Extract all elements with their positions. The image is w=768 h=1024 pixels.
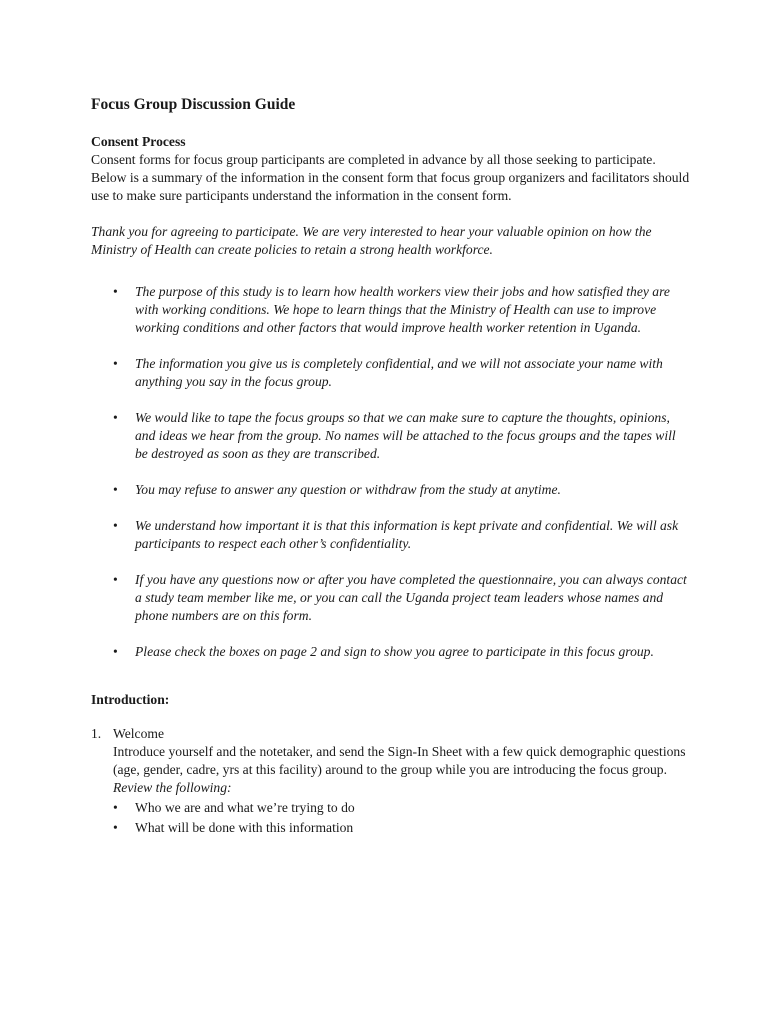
introduction-section: [91, 691, 691, 837]
review-item: [113, 819, 691, 837]
bullet-icon: •: [113, 284, 118, 299]
consent-bullet-item: [91, 481, 691, 499]
consent-bullet-item: [91, 571, 691, 625]
bullet-icon: •: [113, 518, 118, 533]
consent-bullet-text: If you have any questions now or after you have completed the questionnaire, you can always contact a study team member like me, or you can call the Uganda project team leaders whose names and phone numbers are on this form.: [135, 572, 687, 623]
consent-bullet-item: [91, 283, 691, 337]
bullet-icon: •: [113, 800, 118, 815]
bullet-icon: •: [113, 572, 118, 587]
consent-bullet-item: [91, 355, 691, 391]
bullet-icon: •: [113, 410, 118, 425]
thanks-paragraph: Thank you for agreeing to participate. We are very interested to hear your valuable opinion on how the Ministry of Health can create policies to retain a strong health workforce.: [91, 224, 652, 257]
document-page: [91, 95, 691, 837]
consent-bullet-text: The purpose of this study is to learn how health workers view their jobs and how satisfied they are with working conditions. We hope to learn things that the Ministry of Health can use to improve working conditions and other factors that would improve health worker retention in Uganda.: [135, 284, 670, 335]
consent-heading: Consent Process: [91, 134, 186, 149]
step-welcome: [91, 725, 691, 837]
consent-bullet-text: You may refuse to answer any question or withdraw from the study at anytime.: [135, 482, 561, 497]
review-item-text: What will be done with this information: [135, 820, 354, 835]
review-list: [113, 799, 691, 837]
review-item-text: Who we are and what we’re trying to do: [135, 800, 355, 815]
consent-section: [91, 133, 691, 661]
consent-bullet-text: Please check the boxes on page 2 and sign to show you agree to participate in this focus group.: [135, 644, 654, 659]
review-label: Review the following:: [113, 780, 232, 795]
bullet-icon: •: [113, 644, 118, 659]
bullet-icon: •: [113, 820, 118, 835]
step-number: 1.: [91, 726, 102, 741]
introduction-heading: Introduction:: [91, 692, 170, 707]
step-title: Welcome: [113, 726, 164, 741]
consent-bullet-text: The information you give us is completely confidential, and we will not associate your name with anything you say in the focus group.: [135, 356, 663, 389]
consent-bullet-item: [91, 517, 691, 553]
step-text: Introduce yourself and the notetaker, and send the Sign-In Sheet with a few quick demographic questions (age, gender, cadre, yrs at this facility) around to the group while you are introducing the focus group.: [113, 744, 686, 777]
review-item: [113, 799, 691, 817]
document-title: Focus Group Discussion Guide: [91, 96, 296, 113]
bullet-icon: •: [113, 356, 118, 371]
consent-bullet-text: We understand how important it is that this information is kept private and confidential. We will ask participants to respect each other’s confidentiality.: [135, 518, 679, 551]
consent-bullet-list: [91, 283, 691, 661]
consent-paragraph: Consent forms for focus group participants are completed in advance by all those seeking to participate. Below is a summary of the information in the consent form that focus group organizers and facilitators should use to make sure participants understand the information in the consent form.: [91, 152, 690, 203]
consent-bullet-item: [91, 409, 691, 463]
consent-bullet-text: We would like to tape the focus groups so that we can make sure to capture the thoughts, opinions, and ideas we hear from the group. No names will be attached to the focus groups and the tapes will be destroyed as soon as they are transcribed.: [135, 410, 676, 461]
consent-bullet-item: [91, 643, 691, 661]
bullet-icon: •: [113, 482, 118, 497]
